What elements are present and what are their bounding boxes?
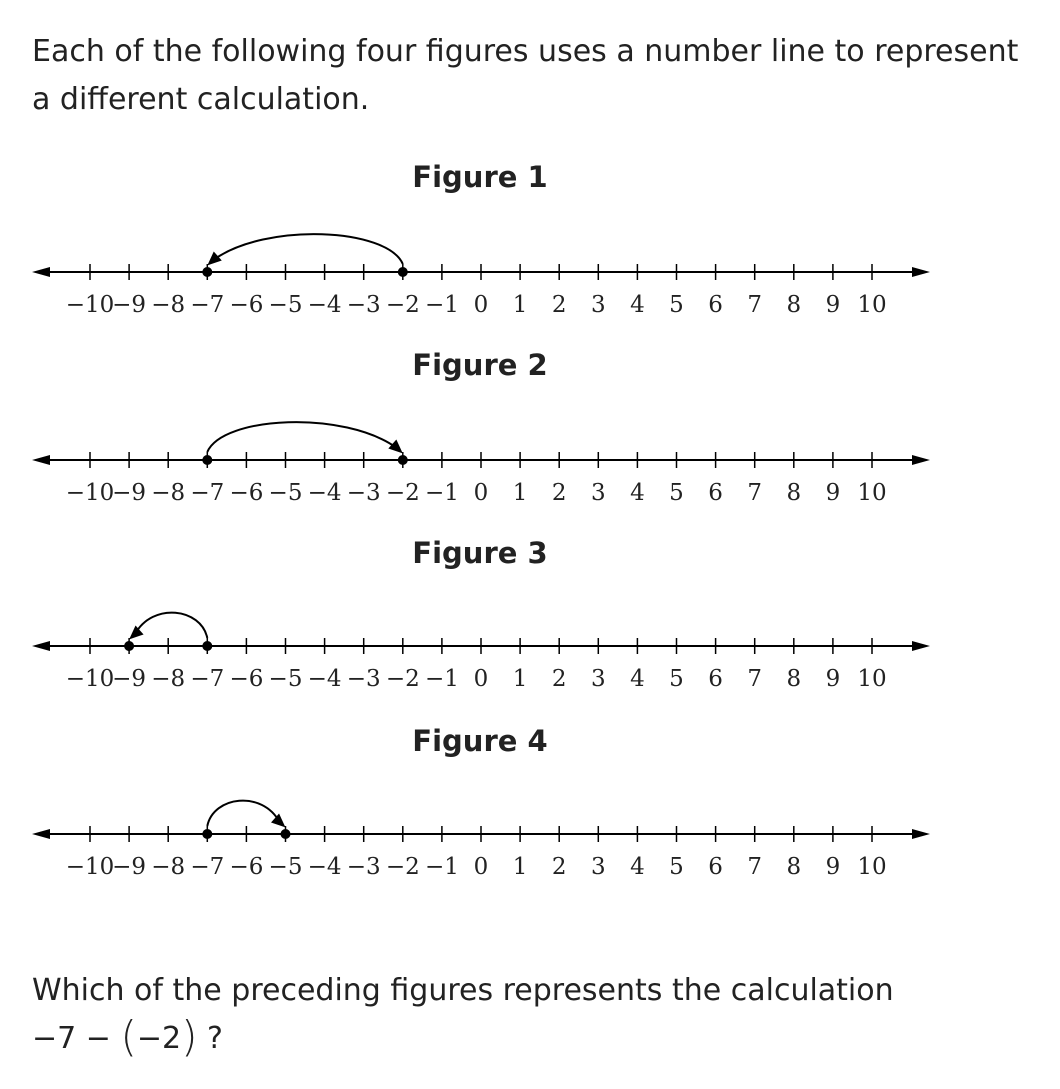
- right-arrowhead: [912, 455, 930, 465]
- figure-4-title: Figure 4: [412, 724, 548, 758]
- expr-end: ?: [197, 1021, 223, 1056]
- tick-label: −7: [190, 480, 225, 506]
- figure-2-title: Figure 2: [412, 348, 548, 382]
- tick-label: −9: [112, 854, 147, 880]
- tick-label: −7: [190, 292, 225, 318]
- tick-label: −5: [268, 854, 303, 880]
- tick-label: 7: [747, 854, 763, 880]
- question: [32, 968, 1032, 1062]
- tick-label: 8: [786, 292, 802, 318]
- jump-arrowhead: [388, 440, 402, 454]
- tick-label: 10: [857, 480, 887, 506]
- tick-label: −8: [151, 480, 186, 506]
- tick-label: 5: [669, 854, 684, 880]
- tick-label: −2: [385, 292, 420, 318]
- tick-label: −3: [346, 854, 381, 880]
- tick-label: −2: [385, 480, 420, 506]
- tick-label: 0: [473, 854, 489, 880]
- point: [202, 455, 212, 465]
- tick-label: 2: [551, 854, 567, 880]
- figure-4-number-line: [0, 788, 960, 888]
- tick-label: −5: [268, 666, 303, 692]
- tick-label: 2: [551, 292, 567, 318]
- tick-label: −4: [307, 480, 342, 506]
- tick-label: −3: [346, 480, 381, 506]
- tick-label: 10: [857, 666, 887, 692]
- tick-label: 3: [590, 292, 606, 318]
- right-arrowhead: [912, 829, 930, 839]
- tick-label: −7: [190, 854, 225, 880]
- jump-arrow: [213, 234, 402, 264]
- tick-label: 1: [512, 854, 528, 880]
- jump-arrowhead: [129, 626, 143, 640]
- tick-label: −6: [229, 292, 264, 318]
- tick-label: 9: [825, 480, 841, 506]
- tick-label: 5: [669, 480, 684, 506]
- tick-label: 3: [590, 666, 606, 692]
- tick-label: 1: [512, 666, 528, 692]
- expr-start: −7 −: [32, 1021, 121, 1056]
- intro-text: Each of the following four figures uses a number line to represent a different calculation.: [32, 34, 1019, 117]
- left-arrowhead: [32, 829, 50, 839]
- tick-label: 8: [786, 854, 802, 880]
- right-arrowhead: [912, 267, 930, 277]
- tick-label: −9: [112, 666, 147, 692]
- tick-label: 2: [551, 666, 567, 692]
- point: [398, 455, 408, 465]
- tick-label: −6: [229, 480, 264, 506]
- tick-label: 9: [825, 666, 841, 692]
- tick-label: −4: [307, 854, 342, 880]
- tick-label: 7: [747, 292, 763, 318]
- tick-label: −10: [65, 292, 115, 318]
- tick-label: 2: [551, 480, 567, 506]
- figure-3-number-line: [0, 600, 960, 700]
- tick-label: −9: [112, 292, 147, 318]
- expr-inner: −2: [136, 1021, 182, 1056]
- jump-arrow: [207, 801, 279, 826]
- tick-label: 6: [708, 666, 723, 692]
- tick-label: −8: [151, 854, 186, 880]
- tick-label: −1: [424, 854, 459, 880]
- tick-label: −6: [229, 666, 264, 692]
- figure-2-number-line: [0, 414, 960, 514]
- tick-label: 8: [786, 480, 802, 506]
- tick-label: −10: [65, 480, 115, 506]
- tick-label: −1: [424, 292, 459, 318]
- close-paren: ): [181, 1012, 198, 1061]
- tick-label: 9: [825, 292, 841, 318]
- tick-label: 0: [473, 666, 489, 692]
- tick-label: −10: [65, 666, 115, 692]
- tick-label: 1: [512, 480, 528, 506]
- tick-label: 4: [630, 292, 645, 318]
- tick-label: 6: [708, 480, 723, 506]
- jump-arrow: [135, 613, 207, 638]
- tick-label: −4: [307, 292, 342, 318]
- tick-label: 3: [590, 480, 606, 506]
- tick-label: −4: [307, 666, 342, 692]
- tick-label: 8: [786, 666, 802, 692]
- tick-label: −9: [112, 480, 147, 506]
- tick-label: −10: [65, 854, 115, 880]
- tick-label: −8: [151, 292, 186, 318]
- figure-3-title: Figure 3: [412, 536, 548, 570]
- tick-label: 9: [825, 854, 841, 880]
- tick-label: −6: [229, 854, 264, 880]
- point: [202, 829, 212, 839]
- tick-label: 10: [857, 292, 887, 318]
- tick-label: −7: [190, 666, 225, 692]
- figure-1-title: Figure 1: [412, 160, 548, 194]
- tick-label: 0: [473, 480, 489, 506]
- tick-label: 4: [630, 480, 645, 506]
- tick-label: −1: [424, 666, 459, 692]
- point: [202, 641, 212, 651]
- tick-label: 1: [512, 292, 528, 318]
- tick-label: 7: [747, 480, 763, 506]
- tick-label: 4: [630, 666, 645, 692]
- point: [281, 829, 291, 839]
- tick-label: 7: [747, 666, 763, 692]
- left-arrowhead: [32, 455, 50, 465]
- tick-label: 4: [630, 854, 645, 880]
- tick-label: 6: [708, 292, 723, 318]
- tick-label: 10: [857, 854, 887, 880]
- tick-label: 5: [669, 292, 684, 318]
- tick-label: −2: [385, 666, 420, 692]
- tick-label: −5: [268, 480, 303, 506]
- right-arrowhead: [912, 641, 930, 651]
- tick-label: −8: [151, 666, 186, 692]
- question-expression: [32, 1012, 223, 1061]
- tick-label: −2: [385, 854, 420, 880]
- tick-label: −1: [424, 480, 459, 506]
- tick-label: 0: [473, 292, 489, 318]
- tick-label: −3: [346, 666, 381, 692]
- tick-label: −3: [346, 292, 381, 318]
- open-paren: (: [120, 1012, 137, 1061]
- left-arrowhead: [32, 641, 50, 651]
- jump-arrowhead: [207, 252, 221, 266]
- left-arrowhead: [32, 267, 50, 277]
- point: [398, 267, 408, 277]
- tick-label: −5: [268, 292, 303, 318]
- point: [124, 641, 134, 651]
- jump-arrowhead: [271, 814, 285, 828]
- tick-label: 5: [669, 666, 684, 692]
- point: [202, 267, 212, 277]
- tick-label: 6: [708, 854, 723, 880]
- tick-label: 3: [590, 854, 606, 880]
- figure-1-number-line: [0, 226, 960, 326]
- question-text: Which of the preceding figures represents the calculation: [32, 973, 894, 1008]
- jump-arrow: [207, 422, 396, 452]
